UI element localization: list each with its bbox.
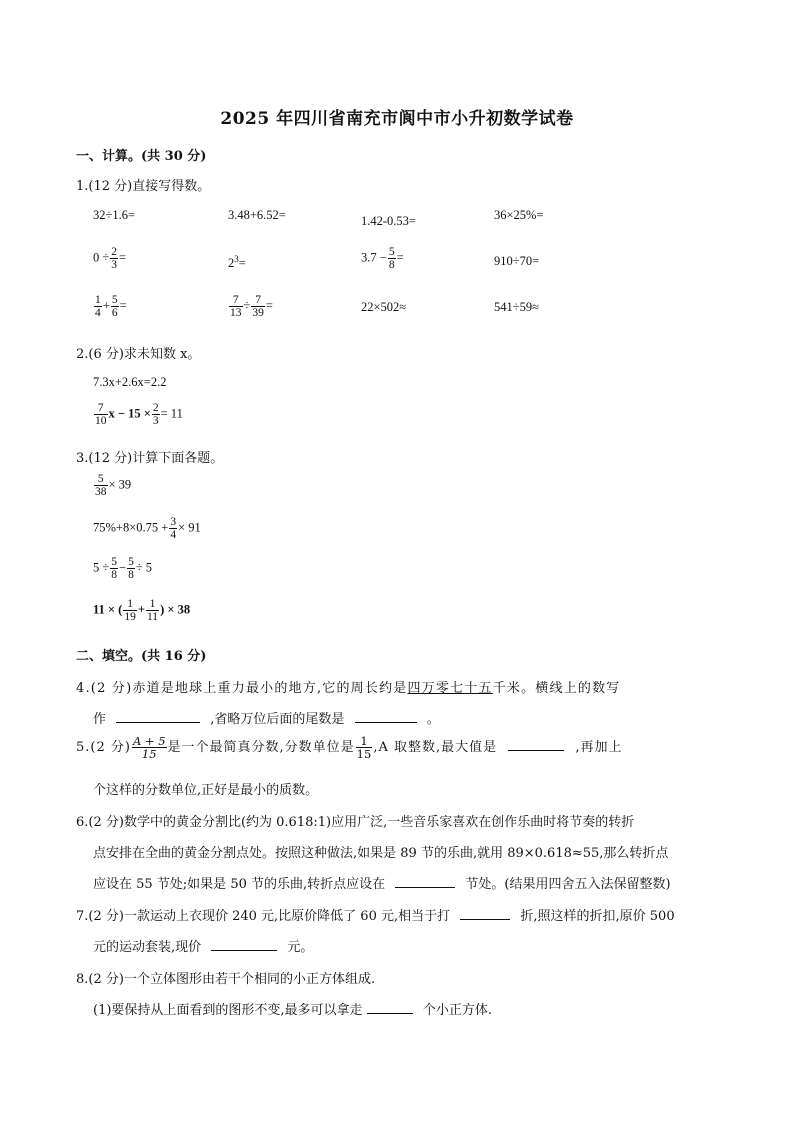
- question-2-prompt: 2.(6 分)求未知数 x。: [76, 347, 201, 362]
- q1-item: $\frac{1}{4}$ + $\frac{5}{6}$ =: [95, 294, 127, 320]
- q1-item: 910÷70=: [494, 254, 540, 268]
- answer-blank[interactable]: [116, 709, 200, 723]
- answer-blank[interactable]: [355, 709, 417, 723]
- question-5-line: 5.(2 分) $\frac{A + 5}{15}$ 是一个最简真分数,分数单位是 $\frac{1}{15}$ ,A 取整数,最大值是 ,再加上: [76, 734, 623, 762]
- q1-item: 541÷59≈: [494, 300, 539, 314]
- question-4-line: 作 ,省略万位后面的尾数是 。: [93, 708, 440, 727]
- question-1-prompt: 1.(12 分)直接写得数。: [76, 179, 211, 194]
- answer-blank[interactable]: [460, 906, 510, 920]
- answer-blank[interactable]: [508, 737, 564, 751]
- q1-item: 0 ÷ $\frac{2}{3}$ =: [93, 246, 127, 272]
- q3-expression: 75%+8×0.75 + $\frac{3}{4}$ × 91: [93, 516, 201, 542]
- question-6-line: 6.(2 分)数学中的黄金分割比(约为 0.618:1)应用广泛,一些音乐家喜欢在创作乐曲时将节奏的转折: [76, 815, 635, 830]
- question-8-line: 8.(2 分)一个立体图形由若干个相同的小正方体组成.: [76, 972, 376, 987]
- q1-item: 22×502≈: [361, 300, 407, 314]
- q1-item: 3.48+6.52=: [228, 208, 286, 222]
- question-3-prompt: 3.(12 分)计算下面各题。: [76, 451, 224, 466]
- q2-equation: $\frac{7}{10}$ x − 15 × $\frac{2}{3}$ = 11: [95, 402, 183, 428]
- question-7-line: 7.(2 分)一款运动上衣现价 240 元,比原价降低了 60 元,相当于打 折,照这样的折扣,原价 500: [76, 905, 675, 924]
- answer-blank[interactable]: [211, 937, 277, 951]
- question-4-line: 4.(2 分)赤道是地球上重力最小的地方,它的周长约是四万零七十五千米。横线上的数写: [76, 681, 621, 696]
- q3-expression: $\frac{5}{38}$ × 39: [95, 473, 132, 499]
- q1-item: 1.42-0.53=: [361, 214, 416, 228]
- q1-item: $\frac{7}{13}$ ÷ $\frac{7}{39}$ =: [230, 294, 273, 320]
- page-title: 2025 年四川省南充市阆中市小升初数学试卷: [220, 109, 574, 129]
- question-6-line: 点安排在全曲的黄金分割点处。按照这种做法,如果是 89 节的乐曲,就用 89×0.618≈55,那么转折点: [93, 846, 669, 861]
- answer-blank[interactable]: [395, 874, 455, 888]
- section-heading-fill: 二、填空。(共 16 分): [76, 649, 207, 664]
- question-7-line: 元的运动套装,现价 元。: [93, 936, 313, 955]
- question-6-line: 应设在 55 节处;如果是 50 节的乐曲,转折点应设在 节处。(结果用四舍五入法保留整数): [93, 873, 671, 892]
- q2-equation: 7.3x+2.6x=2.2: [93, 375, 167, 389]
- q1-item: 3.7 − $\frac{5}{8}$ =: [361, 246, 404, 272]
- q1-item: 32÷1.6=: [93, 208, 136, 222]
- q1-item: $2^3=$: [228, 254, 246, 271]
- question-8-sub-1: (1)要保持从上面看到的图形不变,最多可以拿走 个小正方体.: [93, 999, 492, 1018]
- question-5-line: 个这样的分数单位,正好是最小的质数。: [93, 783, 319, 798]
- q3-expression: 5 ÷ $\frac{5}{8}$ − $\frac{5}{8}$ ÷ 5: [93, 556, 153, 582]
- q1-item: 36×25%=: [494, 208, 544, 222]
- section-heading-calc: 一、计算。(共 30 分): [76, 149, 207, 164]
- answer-blank[interactable]: [367, 1000, 413, 1014]
- q3-expression: 11 × ( $\frac{1}{19}$ + $\frac{1}{11}$ ) × 38: [93, 598, 191, 624]
